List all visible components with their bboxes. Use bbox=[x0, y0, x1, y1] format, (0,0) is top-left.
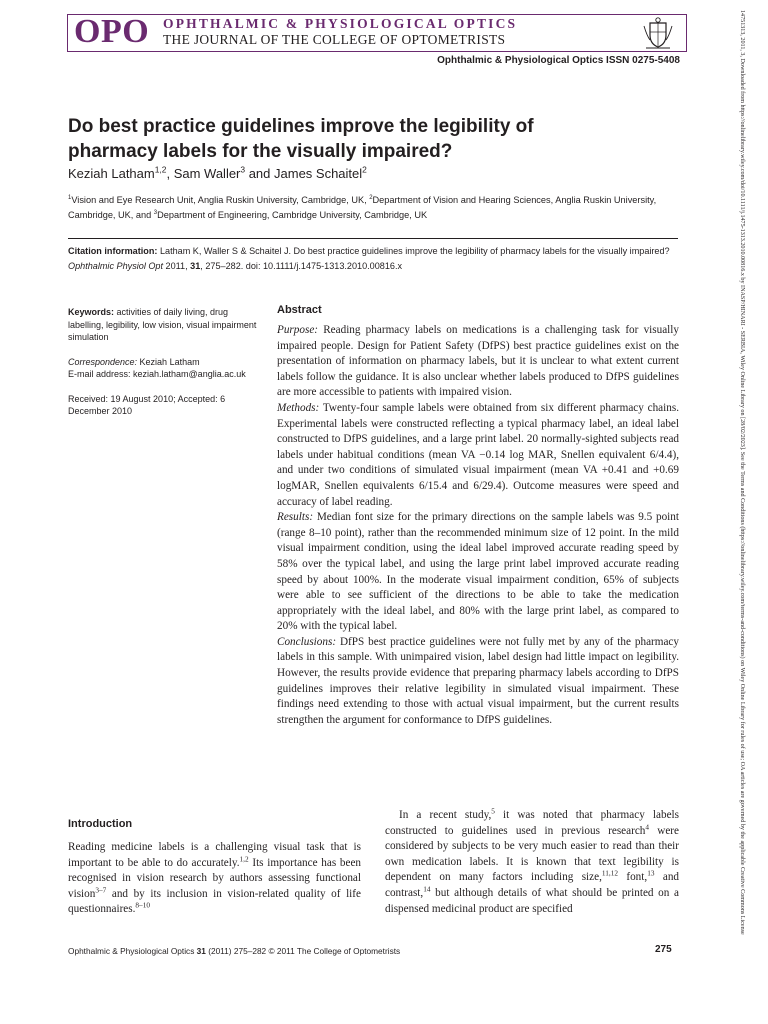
citation-journal: Ophthalmic Physiol Opt bbox=[68, 260, 164, 271]
correspondence bbox=[68, 356, 258, 381]
issn-line: Ophthalmic & Physiological Optics ISSN 0275-5408 bbox=[437, 55, 680, 66]
citation-year: 2011, bbox=[163, 260, 191, 271]
author-superscript: 3 bbox=[240, 164, 246, 175]
methods-text: Twenty-four sample labels were obtained from six different pharmacy chains. Experimental labels were constructed reflecting a typical pharmacy label, an ideal label constructed to DfPS guidelines, and a large print label. 20 normally-sighted subjects read labels under habitual conditions (mean VA −0.14 log MAR, Snellen equivalent 6/4.4), and under two conditions of simulated visual impairment (mean VA +0.41 and +0.69 logMAR, Snellen equivalents 6/15.4 and 6/29.4). Outcome measures were speed and accuracy of label reading. bbox=[277, 401, 679, 508]
introduction-left-column bbox=[68, 840, 361, 918]
reference-number: 13 bbox=[647, 869, 655, 878]
page-footer bbox=[68, 946, 400, 956]
affil-superscript: 2 bbox=[369, 194, 373, 201]
reference-number: 3–7 bbox=[95, 886, 107, 895]
footer-copyright: (2011) 275–282 © 2011 The College of Optometrists bbox=[205, 946, 401, 956]
intro-text: Its importance has been recognised in vision research by authors assessing functional vision bbox=[68, 856, 362, 900]
author-superscript: 1,2 bbox=[154, 164, 167, 175]
affil-superscript: 3 bbox=[153, 209, 158, 216]
affiliation: Department of Engineering, Cambridge University, Cambridge, UK bbox=[157, 210, 428, 220]
reference-number: 14 bbox=[423, 885, 431, 894]
email-address: E-mail address: keziah.latham@anglia.ac.uk bbox=[68, 369, 246, 379]
article-title bbox=[68, 114, 628, 164]
correspondence-label: Correspondence: bbox=[68, 356, 138, 367]
conclusions-text: DfPS best practice guidelines were not fully met by any of the pharmacy labels in this sample. With unimpaired vision, label design had little impact on legibility. However, the results provide evidence that preparing pharmacy labels according to DfPS guidelines improves their relative legibility in simulated visual impairment. These findings need extending to those with actual visual impairment, but the current results strengthen the argument for conformance to DfPS guidelines. bbox=[277, 635, 679, 726]
author-list bbox=[68, 166, 367, 181]
abstract-conclusions bbox=[277, 635, 679, 729]
citation-information bbox=[68, 244, 680, 273]
keywords-label: Keywords: bbox=[68, 307, 115, 317]
footer-volume: 31 bbox=[196, 946, 206, 956]
abstract-results bbox=[277, 510, 679, 635]
reference-number: 11,12 bbox=[601, 869, 618, 878]
intro-text: it was noted that pharmacy labels constructed to guidelines used in previous research bbox=[385, 809, 679, 837]
received-accepted-dates: Received: 19 August 2010; Accepted: 6 December 2010 bbox=[68, 393, 226, 416]
introduction-right-column bbox=[385, 808, 679, 917]
title-line-1: Do best practice guidelines improve the legibility of bbox=[68, 116, 534, 137]
citation-volume: 31 bbox=[190, 260, 201, 271]
intro-text: and contrast, bbox=[385, 871, 680, 899]
intro-text: Reading medicine labels is a challenging visual task that is important to be able to do accurately. bbox=[68, 841, 361, 869]
citation-doi: , 275–282. doi: 10.1111/j.1475-1313.2010.00816.x bbox=[200, 260, 403, 271]
introduction-heading: Introduction bbox=[68, 818, 133, 830]
reference-number: 8–10 bbox=[135, 901, 150, 910]
author-name: , Sam Waller bbox=[166, 166, 241, 181]
citation-text: Latham K, Waller S & Schaitel J. Do best practice guidelines improve the legibility of pharmacy labels for the visually impaired? bbox=[157, 246, 670, 256]
page-number: 275 bbox=[655, 944, 672, 955]
results-label: Results: bbox=[277, 511, 314, 524]
abstract-body bbox=[277, 323, 679, 728]
margin-note-text: 14751313, 2011, 3, Downloaded from https://onlinelibrary.wiley.com/doi/10.1111/j.1475-1313.2010.00816.x by INASP/HINARI - SERBIA, Wiley Online Library on [28/02/2023]. See the Terms and Conditions (https://onlinelibrary.wiley.com/terms-and-conditions) on Wiley Online Library for rules of use; OA articles are governed by the applicable Creative Commons License bbox=[739, 10, 745, 935]
journal-name: OPHTHALMIC & PHYSIOLOGICAL OPTICS bbox=[163, 16, 518, 31]
citation-label: Citation information: bbox=[68, 246, 158, 256]
intro-text: but although details of what should be printed on a dispensed medicinal product are specified bbox=[385, 886, 679, 915]
conclusions-label: Conclusions: bbox=[277, 635, 337, 648]
author-superscript: 2 bbox=[362, 164, 367, 175]
intro-text: and by its inclusion in vision-related quality of life questionnaires. bbox=[68, 887, 361, 916]
journal-subtitle: THE JOURNAL OF THE COLLEGE OF OPTOMETRISTS bbox=[163, 32, 506, 47]
intro-text: font, bbox=[617, 871, 648, 884]
title-line-2: pharmacy labels for the visually impaired? bbox=[68, 141, 453, 162]
reference-number: 5 bbox=[491, 807, 495, 816]
reference-number: 4 bbox=[645, 822, 650, 831]
purpose-text: Reading pharmacy labels on medications is a challenging task for visually impaired people. Design for Patient Safety (DfPS) best practice guidelines exist on the presentation of information on pharmacy labels, but it is unclear to what extent current labels follow the guidance. It is also unclear whether labels produced to DfPS guidelines are more accessible to patients with impaired vision. bbox=[277, 324, 679, 399]
affiliation: Cambridge, UK, and bbox=[68, 210, 154, 220]
results-text: Median font size for the primary directions on the sample labels was 9.5 point (range 8–10 point), rather than the recommended minimum size of 12 point. In the mild visual impairment condition, using the ideal label improved accurate reading speed by 58% over the typical label, and using the large print label improved accurate reading speed by about 100%. In the moderate visual impairment condition, 65% of subjects were able to see sufficient of the directions to be able to take the medication appropriately with the ideal label, and 80% with the large print label, as compared to 20% with the typical label. bbox=[277, 511, 679, 633]
reference-number: 1,2 bbox=[239, 854, 249, 863]
intro-text: were considered by subjects to be very much easier to read than their own medication labels. It is known that text legibility is dependent on many factors including size, bbox=[385, 824, 679, 884]
abstract-purpose bbox=[277, 323, 679, 401]
intro-text: In a recent study, bbox=[399, 809, 492, 821]
author-name: and James Schaitel bbox=[245, 166, 363, 181]
affil-superscript: 1 bbox=[68, 194, 72, 201]
keywords bbox=[68, 306, 258, 344]
affiliations bbox=[68, 193, 688, 223]
divider bbox=[68, 238, 678, 239]
abstract-methods bbox=[277, 401, 679, 510]
abstract-heading: Abstract bbox=[277, 304, 322, 316]
footer-journal: Ophthalmic & Physiological Optics bbox=[68, 946, 197, 956]
affiliation: Vision and Eye Research Unit, Anglia Ruskin University, Cambridge, UK, bbox=[71, 195, 370, 205]
sidebar bbox=[68, 306, 258, 430]
affiliation: Department of Vision and Hearing Sciences, Anglia Ruskin University, bbox=[372, 195, 657, 205]
download-margin-note bbox=[733, 10, 747, 1010]
correspondence-name: Keziah Latham bbox=[137, 356, 200, 367]
college-crest-icon bbox=[641, 16, 675, 50]
abstract bbox=[277, 304, 679, 728]
author-name: Keziah Latham bbox=[68, 166, 155, 181]
journal-logo: OPO bbox=[74, 13, 150, 50]
methods-label: Methods: bbox=[277, 401, 320, 414]
purpose-label: Purpose: bbox=[277, 324, 319, 336]
keywords-text: activities of daily living, drug labelling, legibility, low vision, visual impairment simulation bbox=[68, 307, 257, 342]
